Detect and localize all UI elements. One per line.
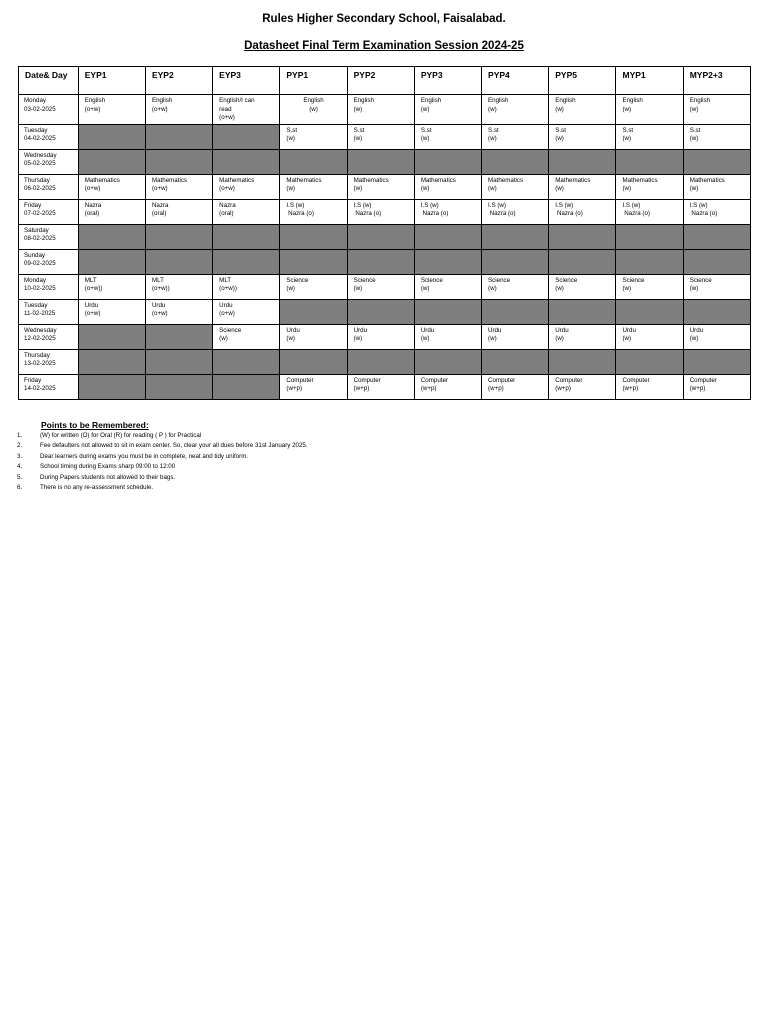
exam-cell: Mathematics (w) bbox=[616, 174, 683, 199]
exam-cell: I.S (w) Nazra (o) bbox=[280, 199, 347, 224]
exam-cell: Mathematics (o+w) bbox=[78, 174, 145, 199]
no-exam-cell bbox=[213, 249, 280, 274]
table-row bbox=[19, 224, 751, 249]
exam-cell: S.st (w) bbox=[482, 124, 549, 149]
table-row bbox=[19, 249, 751, 274]
exam-cell: Science (w) bbox=[683, 274, 750, 299]
date-day-cell: Thursday 06-02-2025 bbox=[19, 174, 79, 199]
no-exam-cell bbox=[145, 374, 212, 399]
point-text: School timing during Exams sharp 09:00 to 12:00 bbox=[40, 463, 176, 471]
no-exam-cell bbox=[280, 349, 347, 374]
no-exam-cell bbox=[213, 224, 280, 249]
table-row bbox=[19, 324, 751, 349]
no-exam-cell bbox=[213, 374, 280, 399]
column-header: PYP3 bbox=[414, 67, 481, 95]
exam-cell: Urdu (w) bbox=[683, 324, 750, 349]
exam-cell: MLT (o+w)) bbox=[145, 274, 212, 299]
exam-cell: Computer (w+p) bbox=[347, 374, 414, 399]
no-exam-cell bbox=[145, 149, 212, 174]
no-exam-cell bbox=[347, 249, 414, 274]
no-exam-cell bbox=[683, 149, 750, 174]
date-day-cell: Tuesday 04-02-2025 bbox=[19, 124, 79, 149]
exam-cell: Mathematics (w) bbox=[414, 174, 481, 199]
exam-cell: Urdu (w) bbox=[347, 324, 414, 349]
exam-cell: MLT (o+w)) bbox=[78, 274, 145, 299]
no-exam-cell bbox=[347, 224, 414, 249]
date-day-cell: Tuesday 11-02-2025 bbox=[19, 299, 79, 324]
exam-cell: Computer (w+p) bbox=[482, 374, 549, 399]
column-header: EYP1 bbox=[78, 67, 145, 95]
exam-cell: Nazra (oral) bbox=[145, 199, 212, 224]
table-row bbox=[19, 174, 751, 199]
date-day-cell: Saturday 08-02-2025 bbox=[19, 224, 79, 249]
exam-cell: English (w) bbox=[683, 95, 750, 125]
table-row bbox=[19, 199, 751, 224]
no-exam-cell bbox=[145, 249, 212, 274]
table-row bbox=[19, 95, 751, 125]
exam-cell: Science (w) bbox=[414, 274, 481, 299]
exam-cell: S.st (w) bbox=[616, 124, 683, 149]
no-exam-cell bbox=[482, 224, 549, 249]
no-exam-cell bbox=[482, 149, 549, 174]
no-exam-cell bbox=[549, 299, 616, 324]
point-text: Fee defaulters not allowed to sit in exam center. So, clear your all dues before 31st January 2025. bbox=[40, 442, 308, 450]
no-exam-cell bbox=[213, 149, 280, 174]
no-exam-cell bbox=[616, 249, 683, 274]
no-exam-cell bbox=[280, 149, 347, 174]
column-header: PYP5 bbox=[549, 67, 616, 95]
column-header: EYP3 bbox=[213, 67, 280, 95]
no-exam-cell bbox=[549, 249, 616, 274]
exam-cell: S.st (w) bbox=[280, 124, 347, 149]
exam-cell: Mathematics (w) bbox=[280, 174, 347, 199]
exam-cell: Mathematics (w) bbox=[549, 174, 616, 199]
exam-cell: Science (w) bbox=[482, 274, 549, 299]
exam-cell: English (w) bbox=[414, 95, 481, 125]
no-exam-cell bbox=[145, 224, 212, 249]
point-text: (W) for written (O) for Oral (R) for reading ( P ) for Practical bbox=[40, 432, 202, 439]
table-row bbox=[19, 299, 751, 324]
exam-cell: S.st (w) bbox=[683, 124, 750, 149]
column-header: PYP4 bbox=[482, 67, 549, 95]
no-exam-cell bbox=[414, 224, 481, 249]
points-heading: Points to be Remembered: bbox=[41, 420, 149, 430]
exam-cell: Urdu (o+w) bbox=[78, 299, 145, 324]
date-day-cell: Sunday 09-02-2025 bbox=[19, 249, 79, 274]
no-exam-cell bbox=[78, 349, 145, 374]
no-exam-cell bbox=[78, 224, 145, 249]
datesheet-title: Datasheet Final Term Examination Session 2024-25 bbox=[244, 40, 524, 52]
exam-cell: I.S (w) Nazra (o) bbox=[616, 199, 683, 224]
column-header: MYP2+3 bbox=[683, 67, 750, 95]
list-item: 6. There is no any re-assessment schedule. bbox=[17, 484, 154, 492]
date-day-cell: Friday 14-02-2025 bbox=[19, 374, 79, 399]
exam-cell: Computer (w+p) bbox=[683, 374, 750, 399]
exam-cell: Mathematics (w) bbox=[482, 174, 549, 199]
exam-cell: Urdu (o+w) bbox=[213, 299, 280, 324]
exam-cell: English (w) bbox=[482, 95, 549, 125]
exam-cell: Computer (w+p) bbox=[414, 374, 481, 399]
exam-cell: English (w) bbox=[280, 95, 347, 125]
no-exam-cell bbox=[145, 349, 212, 374]
exam-cell: S.st (w) bbox=[347, 124, 414, 149]
table-body bbox=[19, 95, 751, 400]
no-exam-cell bbox=[78, 124, 145, 149]
no-exam-cell bbox=[213, 349, 280, 374]
no-exam-cell bbox=[616, 299, 683, 324]
no-exam-cell bbox=[78, 324, 145, 349]
no-exam-cell bbox=[280, 224, 347, 249]
no-exam-cell bbox=[145, 324, 212, 349]
point-text: During Papers students not allowed to their bags. bbox=[40, 473, 176, 481]
no-exam-cell bbox=[549, 349, 616, 374]
list-item: 4. School timing during Exams sharp 09:00 to 12:00 bbox=[17, 463, 176, 471]
exam-cell: Nazra (oral) bbox=[78, 199, 145, 224]
no-exam-cell bbox=[616, 149, 683, 174]
column-header: EYP2 bbox=[145, 67, 212, 95]
exam-cell: Mathematics (w) bbox=[683, 174, 750, 199]
points-list bbox=[0, 431, 740, 493]
exam-cell: Urdu (w) bbox=[616, 324, 683, 349]
no-exam-cell bbox=[683, 249, 750, 274]
exam-cell: Computer (w+p) bbox=[616, 374, 683, 399]
list-item: 1. (W) for written (O) for Oral (R) for reading ( P ) for Practical bbox=[17, 432, 202, 439]
date-day-cell: Thursday 13-02-2025 bbox=[19, 349, 79, 374]
date-day-cell: Wednesday 05-02-2025 bbox=[19, 149, 79, 174]
exam-cell: Science (w) bbox=[280, 274, 347, 299]
no-exam-cell bbox=[78, 249, 145, 274]
no-exam-cell bbox=[414, 249, 481, 274]
exam-cell: I.S (w) Nazra (o) bbox=[482, 199, 549, 224]
exam-cell: Science (w) bbox=[347, 274, 414, 299]
no-exam-cell bbox=[414, 349, 481, 374]
school-title: Rules Higher Secondary School, Faisalabad. bbox=[262, 13, 506, 25]
column-header: PYP2 bbox=[347, 67, 414, 95]
table-row bbox=[19, 149, 751, 174]
date-day-cell: Monday 10-02-2025 bbox=[19, 274, 79, 299]
no-exam-cell bbox=[145, 124, 212, 149]
no-exam-cell bbox=[78, 374, 145, 399]
no-exam-cell bbox=[347, 149, 414, 174]
exam-cell: English (w) bbox=[549, 95, 616, 125]
exam-cell: Nazra (oral) bbox=[213, 199, 280, 224]
no-exam-cell bbox=[683, 224, 750, 249]
no-exam-cell bbox=[213, 124, 280, 149]
exam-cell: Science (w) bbox=[213, 324, 280, 349]
no-exam-cell bbox=[549, 224, 616, 249]
exam-cell: Science (w) bbox=[549, 274, 616, 299]
no-exam-cell bbox=[347, 299, 414, 324]
table-header-row bbox=[19, 67, 751, 95]
table-row bbox=[19, 349, 751, 374]
exam-cell: Urdu (w) bbox=[280, 324, 347, 349]
no-exam-cell bbox=[482, 299, 549, 324]
no-exam-cell bbox=[414, 149, 481, 174]
no-exam-cell bbox=[78, 149, 145, 174]
exam-cell: Urdu (o+w) bbox=[145, 299, 212, 324]
exam-cell: English (w) bbox=[347, 95, 414, 125]
exam-cell: English (o+w) bbox=[78, 95, 145, 125]
table-row bbox=[19, 124, 751, 149]
exam-cell: Mathematics (w) bbox=[347, 174, 414, 199]
column-header: MYP1 bbox=[616, 67, 683, 95]
exam-cell: Science (w) bbox=[616, 274, 683, 299]
no-exam-cell bbox=[280, 299, 347, 324]
exam-cell: Mathematics (o+w) bbox=[213, 174, 280, 199]
exam-cell: I.S (w) Nazra (o) bbox=[347, 199, 414, 224]
column-header: Date& Day bbox=[19, 67, 79, 95]
no-exam-cell bbox=[549, 149, 616, 174]
exam-cell: English/I can read (o+w) bbox=[213, 95, 280, 125]
exam-cell: I.S (w) Nazra (o) bbox=[683, 199, 750, 224]
no-exam-cell bbox=[683, 349, 750, 374]
exam-cell: English (o+w) bbox=[145, 95, 212, 125]
list-item: 2. Fee defaulters not allowed to sit in exam center. So, clear your all dues before 31st January 2025. bbox=[17, 442, 308, 450]
date-day-cell: Wednesday 12-02-2025 bbox=[19, 324, 79, 349]
point-text: Dear learners during exams you must be in complete, neat and tidy uniform. bbox=[40, 452, 249, 460]
exam-cell: Urdu (w) bbox=[414, 324, 481, 349]
no-exam-cell bbox=[616, 349, 683, 374]
table-row bbox=[19, 374, 751, 399]
date-day-cell: Friday 07-02-2025 bbox=[19, 199, 79, 224]
exam-cell: S.st (w) bbox=[414, 124, 481, 149]
exam-datesheet-table bbox=[18, 66, 751, 400]
no-exam-cell bbox=[683, 299, 750, 324]
list-item: 3. Dear learners during exams you must be in complete, neat and tidy uniform. bbox=[17, 452, 249, 460]
date-day-cell: Monday 03-02-2025 bbox=[19, 95, 79, 125]
exam-cell: I.S (w) Nazra (o) bbox=[414, 199, 481, 224]
point-text: There is no any re-assessment schedule. bbox=[40, 484, 154, 492]
list-item: 5. During Papers students not allowed to their bags. bbox=[17, 473, 176, 481]
no-exam-cell bbox=[616, 224, 683, 249]
column-header: PYP1 bbox=[280, 67, 347, 95]
exam-cell: MLT (o+w)) bbox=[213, 274, 280, 299]
no-exam-cell bbox=[482, 249, 549, 274]
exam-cell: Computer (w+p) bbox=[280, 374, 347, 399]
table-row bbox=[19, 274, 751, 299]
exam-cell: English (w) bbox=[616, 95, 683, 125]
exam-cell: Mathematics (o+w) bbox=[145, 174, 212, 199]
no-exam-cell bbox=[414, 299, 481, 324]
exam-cell: Computer (w+p) bbox=[549, 374, 616, 399]
exam-cell: Urdu (w) bbox=[482, 324, 549, 349]
no-exam-cell bbox=[347, 349, 414, 374]
exam-cell: Urdu (w) bbox=[549, 324, 616, 349]
exam-cell: S.st (w) bbox=[549, 124, 616, 149]
exam-cell: I.S (w) Nazra (o) bbox=[549, 199, 616, 224]
no-exam-cell bbox=[280, 249, 347, 274]
no-exam-cell bbox=[482, 349, 549, 374]
